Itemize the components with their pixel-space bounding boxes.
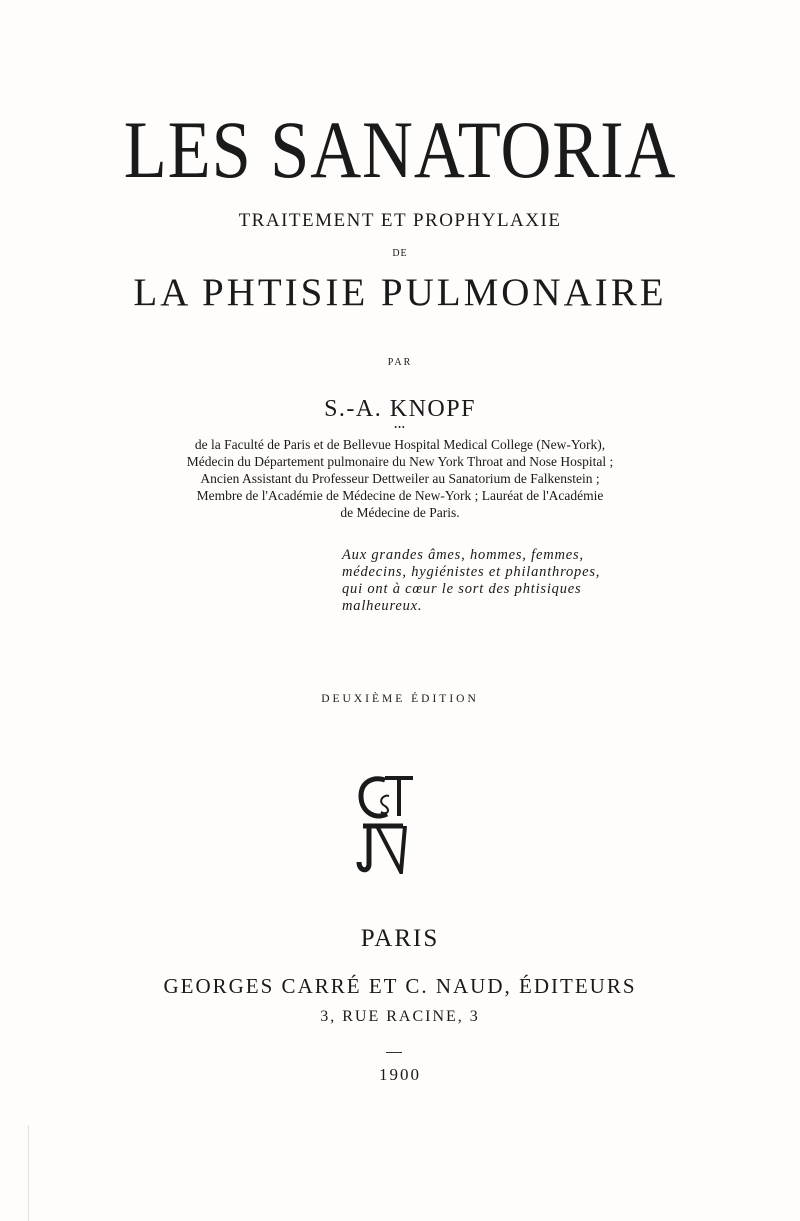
edition-label: DEUXIÈME ÉDITION (321, 693, 479, 705)
dedication-line: qui ont à cœur le sort des phtisiques (342, 581, 582, 597)
book-subtitle: TRAITEMENT ET PROPHYLAXIE (238, 210, 562, 231)
affiliation-line: Membre de l'Académie de Médecine de New-York ; Lauréat de l'Académie (196, 488, 604, 503)
author-name: S.-A. KNOPF (324, 396, 476, 422)
divider (386, 1052, 402, 1053)
affiliation-line: Médecin du Département pulmonaire du New York Throat and Nose Hospital ; (186, 454, 614, 469)
dedication-line: malheureux. (342, 598, 423, 614)
publisher-monogram-icon (355, 772, 415, 874)
page-margin-mark (28, 1125, 29, 1221)
subtitle-connector: DE (392, 248, 408, 259)
dedication-line: médecins, hygiénistes et philanthropes, (342, 564, 601, 580)
affiliation-line: de Médecine de Paris. (340, 505, 460, 520)
author-ornament: ••• (394, 423, 406, 432)
book-title: LES SANATORIA (123, 104, 677, 195)
publisher-name: GEORGES CARRÉ ET C. NAUD, ÉDITEURS (163, 974, 637, 998)
publication-city: PARIS (360, 925, 440, 952)
publication-year: 1900 (379, 1065, 421, 1084)
disease-title: LA PHTISIE PULMONAIRE (133, 271, 667, 314)
affiliation-line: Ancien Assistant du Professeur Dettweiler au Sanatorium de Falkenstein ; (200, 471, 600, 486)
publisher-address: 3, RUE RACINE, 3 (320, 1008, 480, 1025)
affiliation-line: de la Faculté de Paris et de Bellevue Hospital Medical College (New-York), (194, 437, 606, 452)
by-label: PAR (387, 357, 413, 368)
dedication-line: Aux grandes âmes, hommes, femmes, (342, 547, 584, 563)
